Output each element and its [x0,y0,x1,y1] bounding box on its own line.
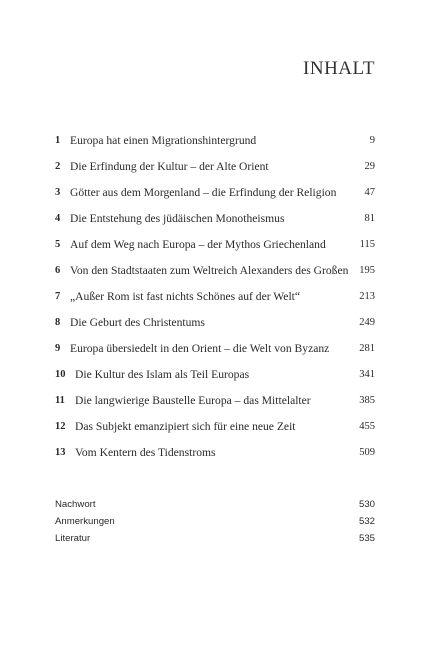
chapter-title: „Außer Rom ist fast nichts Schönes auf der Welt“ [70,290,301,303]
chapter-title: Von den Stadtstaaten zum Weltreich Alexanders des Großen [70,264,349,277]
chapter-row [55,238,377,264]
chapter-number: 8 [55,317,61,328]
chapter-page: 29 [364,161,375,172]
chapter-page: 115 [359,239,375,250]
chapter-row [55,134,377,160]
appendix-title: Anmerkungen [55,516,115,527]
chapter-title: Das Subjekt emanzipiert sich für eine neue Zeit [75,420,296,433]
chapter-title: Die Geburt des Christentums [70,316,205,329]
chapter-number: 13 [55,447,66,458]
chapter-number: 12 [55,421,66,432]
chapter-page: 249 [359,317,375,328]
chapter-title: Auf dem Weg nach Europa – der Mythos Griechenland [70,238,326,251]
chapter-page: 195 [359,265,375,276]
appendix-page: 530 [358,499,375,510]
chapter-number: 7 [55,291,61,302]
chapter-page: 385 [359,395,375,406]
chapter-number: 4 [55,213,61,224]
chapter-row [55,160,377,186]
chapter-page: 47 [364,187,375,198]
chapter-row [55,212,377,238]
chapter-page: 509 [359,447,375,458]
appendix-title: Nachwort [55,499,96,510]
appendix-row [55,516,377,533]
appendix-page: 532 [358,516,375,527]
chapter-title: Die Kultur des Islam als Teil Europas [75,368,250,381]
chapter-row [55,316,377,342]
chapter-row [55,186,377,212]
chapter-number: 6 [55,265,61,276]
chapter-row [55,394,377,420]
appendix-page: 535 [358,533,375,544]
chapter-title: Die Entstehung des jüdäischen Monotheismus [70,212,285,225]
chapter-number: 2 [55,161,61,172]
chapter-title: Europa übersiedelt in den Orient – die Welt von Byzanz [70,342,330,355]
appendix-list [55,499,377,550]
chapter-title: Die Erfindung der Kultur – der Alte Orient [70,160,269,173]
chapter-row [55,446,377,472]
chapter-title: Vom Kentern des Tidenstroms [75,446,216,459]
chapter-row [55,290,377,316]
chapter-row [55,342,377,368]
chapter-row [55,368,377,394]
appendix-title: Literatur [55,533,91,544]
appendix-row [55,499,377,516]
appendix-row [55,533,377,550]
chapter-number: 9 [55,343,61,354]
chapter-number: 11 [55,395,65,406]
chapter-page: 9 [369,135,375,146]
chapter-list [55,134,377,472]
chapter-number: 5 [55,239,61,250]
chapter-page: 341 [359,369,375,380]
chapter-number: 10 [55,369,66,380]
chapter-page: 281 [359,343,375,354]
chapter-page: 213 [359,291,375,302]
chapter-row [55,420,377,446]
chapter-number: 1 [55,135,61,146]
chapter-title: Die langwierige Baustelle Europa – das Mittelalter [75,394,311,407]
chapter-title: Europa hat einen Migrationshintergrund [70,134,257,147]
chapter-title: Götter aus dem Morgenland – die Erfindung der Religion [70,186,337,199]
chapter-page: 455 [359,421,375,432]
chapter-number: 3 [55,187,61,198]
chapter-page: 81 [364,213,375,224]
chapter-row [55,264,377,290]
page-title: INHALT [303,58,375,79]
